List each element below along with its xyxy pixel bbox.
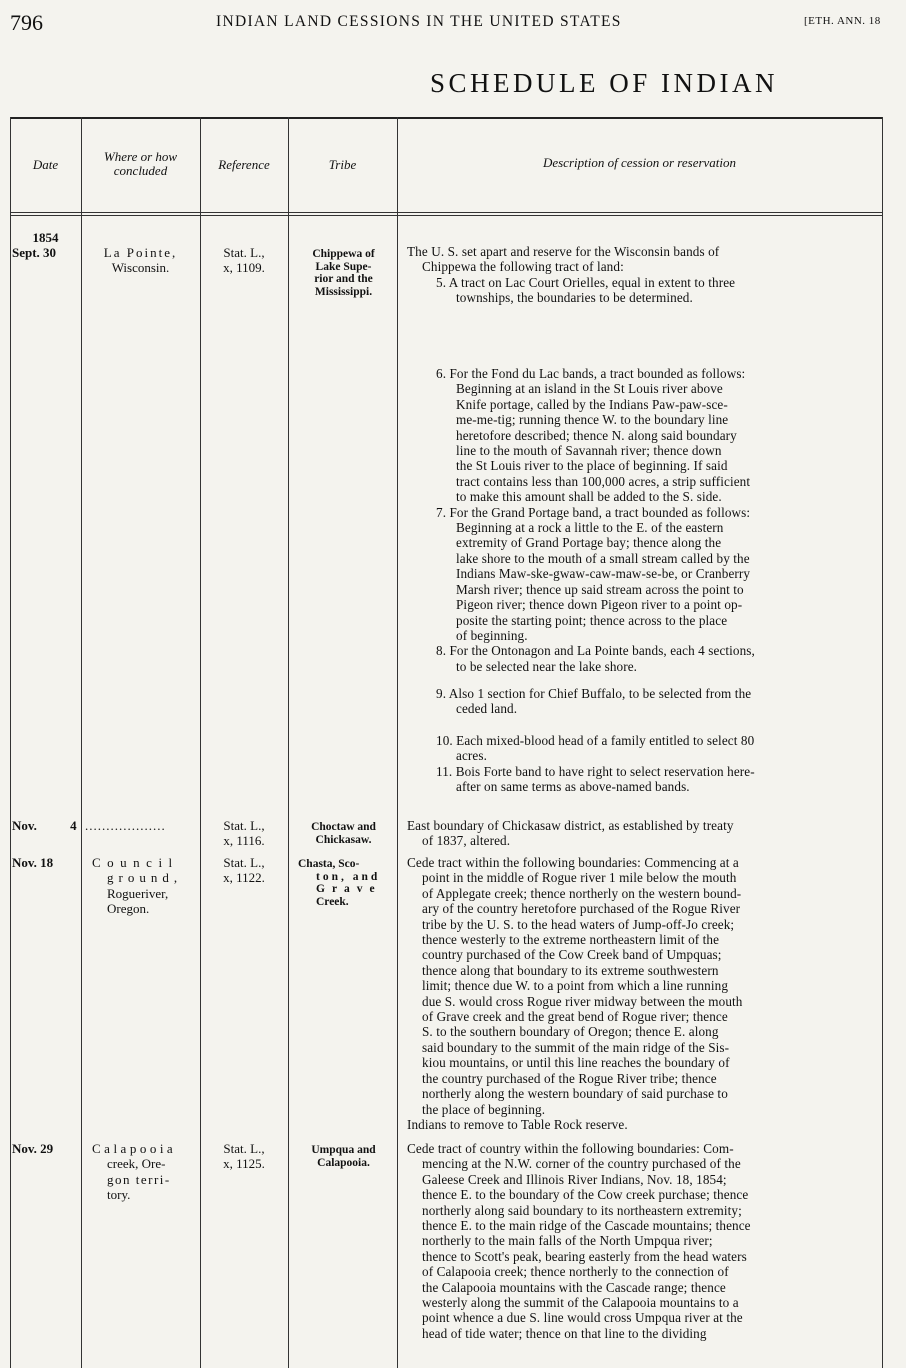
desc-line: the country purchased of the Rogue River tribe; thence [422,1070,717,1086]
desc-line: lake shore to the mouth of a small stream called by the [456,550,750,566]
page-title: SCHEDULE OF INDIAN [430,68,778,98]
entry-description [407,1141,751,1341]
header-bottom-rule-2 [10,215,882,216]
entry-where-line: ground, [107,870,183,886]
entry-where-line: Council [92,855,179,870]
desc-line: thence E. to the main ridge of the Cascade mountains; thence [422,1218,751,1234]
desc-line: S. to the southern boundary of Oregon; thence E. along [422,1024,719,1040]
entry-reference-line1: Stat. L., [223,245,265,260]
entry-tribe-line: Creek. [316,895,349,908]
entry-tribe [290,1144,397,1169]
entry-reference [200,245,288,276]
entry-description-item10 [407,733,755,795]
column-header-reference: Reference [218,157,270,172]
entry-where-line2: Wisconsin. [111,260,170,276]
entry-reference [200,1141,288,1172]
desc-line: northerly to the main falls of the North Umpqua river; [422,1233,713,1249]
entry-reference-line1: Stat. L., [223,818,265,833]
column-divider [200,117,201,1368]
entry-reference [200,818,288,849]
entry-tribe-line: Calapooia. [317,1156,370,1169]
desc-note: Indians to remove to Table Rock reserve. [407,1116,628,1132]
column-divider [81,117,82,1368]
desc-line: the place of beginning. [422,1101,546,1117]
desc-line: Beginning at an island in the St Louis river above [456,381,723,397]
desc-line: thence to Scott's peak, bearing easterly from the head waters [422,1248,747,1264]
table-top-rule [10,117,882,119]
entry-where-line: Oregon. [107,901,150,917]
desc-line: northerly along the western boundary of said purchase to [422,1086,728,1102]
desc-line: point in the middle of Rogue river 1 mile below the mouth [422,870,737,886]
desc-line: limit; thence due W. to a point from which a line running [422,978,729,994]
header-bottom-rule [10,212,882,213]
desc-line: of Grave creek and the great bend of Rogue river; thence [422,1009,728,1025]
desc-line: of Applegate creek; thence northerly on the western bound- [422,885,742,901]
desc-line: to make this amount shall be added to the S. side. [456,489,722,505]
page-number: 796 [10,10,43,35]
desc-line: Indians Maw-ske-gwaw-caw-maw-se-be, or Cranberry [456,566,751,582]
entry-where [92,1141,176,1203]
desc-line: thence along that boundary to its extreme southwestern [422,962,719,978]
entry-where: ................... [85,818,166,833]
desc-line: line to the mouth of Savannah river; thence down [456,443,722,459]
desc-line: East boundary of Chickasaw district, as established by treaty [407,818,734,833]
entry-where-line: gon terri- [107,1171,171,1187]
column-header-description: Description of cession or reservation [542,155,737,170]
entry-description-item9 [407,686,751,717]
entry-reference-line2: x, 1125. [223,1156,265,1172]
entry-where [92,855,182,917]
desc-line: acres. [456,748,487,764]
entry-where-line1: La Pointe, [103,245,178,260]
entry-year: 1854 [32,230,59,245]
entry-tribe [298,858,382,908]
desc-line: Chippewa the following tract of land: [422,259,624,275]
entry-where-line: Calapooia [92,1141,177,1156]
column-header-date: Date [32,157,59,172]
desc-line: heretofore described; thence N. along said boundary [456,427,737,443]
desc-line: 5. A tract on Lac Court Orielles, equal in extent to three [436,274,736,290]
annual-reference: [ETH. ANN. 18 [804,15,881,27]
desc-line: posite the starting point; thence across to the place [456,612,728,628]
entry-reference [200,855,288,886]
desc-line: thence westerly to the extreme northeastern limit of the [422,932,720,948]
entry-tribe [290,821,397,846]
desc-line: after on same terms as above-named bands. [456,779,690,795]
desc-line: townships, the boundaries to be determined. [456,290,693,306]
entry-reference-line2: x, 1122. [223,870,265,886]
column-divider [882,117,883,1368]
desc-line: of Calapooia creek; thence northerly to the connection of [422,1264,729,1280]
entry-tribe [290,248,397,298]
desc-line: due S. would cross Rogue river midway between the mouth [422,993,743,1009]
running-head: INDIAN LAND CESSIONS IN THE UNITED STATES [216,13,622,30]
entry-where-line: creek, Ore- [107,1156,166,1172]
desc-line: said boundary to the summit of the main ridge of the Sis- [422,1039,730,1055]
column-divider [288,117,289,1368]
entry-reference-line2: x, 1116. [223,833,265,849]
desc-line: of 1837, altered. [422,833,511,849]
desc-line: Beginning at a rock a little to the E. of the eastern [456,520,724,536]
desc-line: tract contains less than 100,000 acres, a strip sufficient [456,473,751,489]
entry-reference-line1: Stat. L., [223,1141,265,1156]
desc-line: Cede tract of country within the following boundaries: Com- [407,1141,734,1156]
desc-line: ceded land. [456,701,518,717]
column-header-where [81,150,200,178]
entry-tribe-line: Chasta, Sco- [298,858,360,870]
desc-line: the Calapooia mountains with the Cascade range; thence [422,1279,726,1295]
desc-line: 10. Each mixed-blood head of a family entitled to select 80 [436,733,755,748]
desc-line: 11. Bois Forte band to have right to select reservation here- [436,763,755,779]
entry-date: Sept. 30 [12,245,57,260]
entry-reference-line2: x, 1109. [223,260,265,276]
entry-description [407,818,734,849]
desc-line: Cede tract within the following boundaries: Commencing at a [407,855,739,870]
desc-line: 7. For the Grand Portage band, a tract bounded as follows: [436,504,751,520]
desc-line: extremity of Grand Portage bay; thence along the [456,535,722,551]
entry-reference-line1: Stat. L., [223,855,265,870]
entry-date: Nov. 4 [12,818,77,833]
entry-date: Nov. 29 [12,1141,54,1156]
desc-line: 6. For the Fond du Lac bands, a tract bounded as follows: [436,366,746,381]
column-divider [10,117,11,1368]
entry-description [407,244,875,306]
entry-tribe-line: Grave [316,883,382,896]
desc-line: ary of the country heretofore purchased of the Rogue River [422,901,741,917]
entry-tribe-line: rior and the [314,273,373,286]
desc-line: mencing at the N.W. corner of the country purchased of the [422,1156,741,1172]
entry-tribe-line: ton, and [316,870,381,883]
entry-where-line: tory. [107,1187,131,1203]
desc-line: The U. S. set apart and reserve for the Wisconsin bands of [407,244,720,259]
desc-line: country purchased of the Cow Creek band of Umpquas; [422,947,722,963]
entry-tribe-line: Chickasaw. [315,833,372,846]
desc-line: head of tide water; thence on that line to the dividing [422,1325,707,1341]
column-header-where-line1: Where or how [103,149,178,164]
desc-line: Knife portage, called by the Indians Paw-paw-sce- [456,396,728,412]
desc-line: Marsh river; thence up said stream across the point to [456,581,744,597]
entry-date: Nov. 18 [12,855,54,870]
desc-line: me-me-tig; running thence W. to the boundary line [456,412,729,428]
desc-line: 9. Also 1 section for Chief Buffalo, to be selected from the [436,686,752,701]
desc-line: westerly along the summit of the Calapooia mountains to a [422,1295,739,1311]
desc-line: 8. For the Ontonagon and La Pointe bands, each 4 sections, [436,643,755,659]
desc-line: the St Louis river to the place of beginning. If said [456,458,728,474]
entry-tribe-line: Mississippi. [314,285,373,298]
desc-line: Galeese Creek and Illinois River Indians, Nov. 18, 1854; [422,1171,727,1187]
entry-where [81,245,200,276]
desc-line: to be selected near the lake shore. [456,658,638,674]
entry-description [407,855,742,1132]
entry-tribe-line: Lake Supe- [315,260,372,273]
desc-line: Pigeon river; thence down Pigeon river to a point op- [456,597,743,613]
entry-description-item6 [407,366,755,674]
desc-line: point whence a due S. line would cross Umpqua river at the [422,1310,743,1326]
desc-line: of beginning. [456,627,528,643]
desc-line: thence E. to the boundary of the Cow creek purchase; thence [422,1187,749,1203]
column-divider [397,117,398,1368]
desc-line: tribe by the U. S. to the head waters of Jump-off-Jo creek; [422,916,735,932]
desc-line: northerly along said boundary to its northeastern extremity; [422,1202,742,1218]
entry-tribe-line: Chippewa of [312,248,375,260]
entry-tribe-line: Choctaw and [311,821,376,833]
entry-where-line: Rogueriver, [107,885,169,901]
entry-tribe-line: Umpqua and [311,1144,376,1156]
column-header-where-line2: concluded [113,163,168,178]
column-header-tribe: Tribe [328,157,357,172]
desc-line: kiou mountains, or until this line reaches the boundary of [422,1055,730,1071]
